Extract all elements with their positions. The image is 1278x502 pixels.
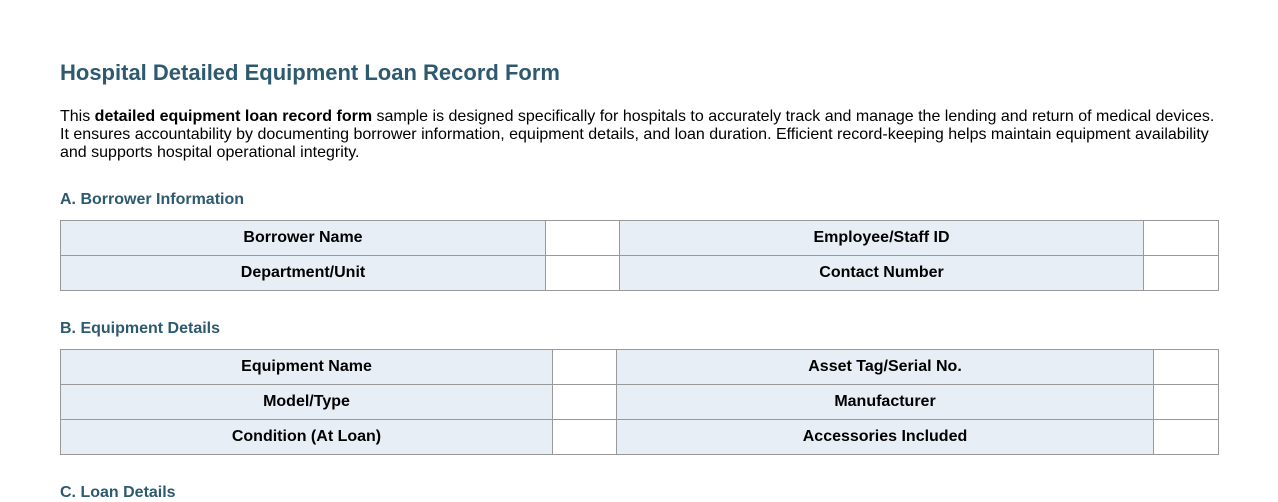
intro-bold: detailed equipment loan record form <box>94 108 373 125</box>
intro-suffix: sample is designed specifically for hospitals to accurately track and manage the lending and return of medical devices. It ensures accountability by documenting borrower information, equipment details, and loan duration. Efficient record-keeping helps maintain equipment availability and supports hospital operational integrity. <box>60 108 1215 161</box>
intro-prefix: This <box>60 108 95 125</box>
equipment-name-field[interactable] <box>553 350 617 385</box>
asset-tag-field[interactable] <box>1154 350 1219 385</box>
label-equipment-name: Equipment Name <box>61 350 553 385</box>
intro-paragraph <box>60 108 1220 162</box>
page-title: Hospital Detailed Equipment Loan Record Form <box>60 60 560 85</box>
label-department: Department/Unit <box>61 256 546 291</box>
department-field[interactable] <box>546 256 620 291</box>
manufacturer-field[interactable] <box>1154 385 1219 420</box>
accessories-field[interactable] <box>1154 420 1219 455</box>
label-borrower-name: Borrower Name <box>61 221 546 256</box>
label-contact-number: Contact Number <box>620 256 1144 291</box>
equipment-details-table <box>60 349 1219 455</box>
label-accessories: Accessories Included <box>617 420 1154 455</box>
section-b-heading: B. Equipment Details <box>60 320 221 337</box>
label-manufacturer: Manufacturer <box>617 385 1154 420</box>
borrower-info-table <box>60 220 1219 291</box>
label-employee-id: Employee/Staff ID <box>620 221 1144 256</box>
model-type-field[interactable] <box>553 385 617 420</box>
label-model-type: Model/Type <box>61 385 553 420</box>
borrower-name-field[interactable] <box>546 221 620 256</box>
table-row <box>61 420 1219 455</box>
table-row <box>61 221 1219 256</box>
table-row <box>61 385 1219 420</box>
contact-number-field[interactable] <box>1144 256 1219 291</box>
employee-id-field[interactable] <box>1144 221 1219 256</box>
table-row <box>61 350 1219 385</box>
table-row <box>61 256 1219 291</box>
section-a-heading: A. Borrower Information <box>60 191 245 208</box>
label-asset-tag: Asset Tag/Serial No. <box>617 350 1154 385</box>
condition-field[interactable] <box>553 420 617 455</box>
label-condition: Condition (At Loan) <box>61 420 553 455</box>
section-c-heading: C. Loan Details <box>60 484 176 501</box>
